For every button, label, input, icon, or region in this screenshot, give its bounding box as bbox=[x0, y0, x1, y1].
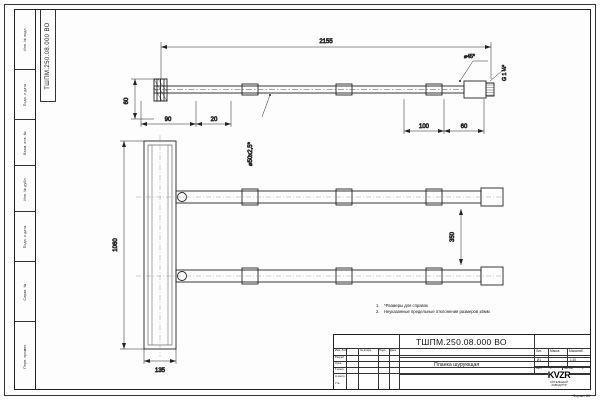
title-block-row-label: Разраб. bbox=[335, 356, 345, 359]
top-view-poker bbox=[154, 79, 494, 101]
leader-pipe-diameter bbox=[459, 61, 488, 82]
title-block-designation: ТШПМ.250.08.000 ВО bbox=[416, 337, 507, 347]
dim-height-left bbox=[131, 79, 154, 119]
company-logo-block bbox=[530, 367, 588, 387]
title-block-row-label: Н.контр. bbox=[335, 375, 346, 378]
title-block-rule bbox=[548, 348, 549, 366]
company-logo-icon: KVZR bbox=[547, 369, 571, 380]
title-block-row-label: Пров. bbox=[335, 362, 343, 365]
company-name bbox=[550, 381, 568, 387]
title-block-row-date: Дата bbox=[390, 349, 396, 352]
dim-branch-spacing bbox=[459, 209, 463, 265]
note-text: Неуказанные предельные отклонения размеров ±5мм bbox=[384, 309, 490, 315]
dim-span-a-label: 90 bbox=[164, 117, 172, 123]
dim-overall-length-label: 2155 bbox=[319, 39, 333, 45]
dim-collector-diameter-label: ⌀50x2,5* bbox=[248, 142, 254, 166]
technical-notes bbox=[376, 303, 490, 315]
note-number: 2. bbox=[376, 309, 380, 315]
title-block-rule bbox=[399, 335, 400, 389]
center-lines bbox=[136, 135, 506, 357]
note-text: *Размеры для справок bbox=[384, 303, 428, 308]
title-block-row-label: Утв. bbox=[335, 382, 341, 385]
title-block-col-scale: Масштаб bbox=[569, 349, 583, 353]
left-margin-cell bbox=[14, 119, 35, 165]
drawing-number-vertical: ТШПМ.250.08.000 ВО bbox=[45, 21, 51, 90]
title-block-rule bbox=[399, 357, 590, 358]
title-block-row-label: Т.контр. bbox=[335, 368, 345, 371]
dim-height-left-label: 60 bbox=[124, 97, 130, 105]
left-margin-column bbox=[14, 9, 36, 390]
title-block-rule bbox=[334, 355, 590, 356]
left-margin-label: Взам. инв. № bbox=[22, 130, 27, 155]
left-margin-label: Подп. и дата bbox=[22, 83, 27, 106]
company-name-line1: КОТЕЛЬНЫЙ bbox=[550, 379, 568, 384]
leader-thread bbox=[490, 71, 502, 81]
title-block-scale-value: 1:10 bbox=[570, 358, 577, 362]
dim-span-a bbox=[141, 101, 196, 127]
dim-end-a-label: 100 bbox=[418, 124, 430, 130]
title-block-lit-value: И1 bbox=[537, 358, 542, 362]
dim-branch-spacing-label: 350 bbox=[450, 231, 456, 243]
left-margin-cell bbox=[14, 9, 35, 69]
dim-base-width-label: 135 bbox=[154, 368, 166, 374]
dim-pipe-diameter-label: ⌀45* bbox=[464, 54, 475, 60]
title-block-sheets-label: Листов bbox=[564, 367, 573, 370]
leader-collector-diameter bbox=[262, 94, 271, 117]
left-margin-label: Справ. № bbox=[22, 283, 27, 300]
dim-span-b-label: 20 bbox=[210, 117, 218, 123]
left-margin-cell bbox=[14, 261, 35, 321]
title-block-rule bbox=[346, 348, 347, 389]
left-margin-label: Подп. и дата bbox=[22, 225, 27, 248]
left-margin-cell bbox=[14, 321, 35, 390]
technical-drawing bbox=[36, 9, 591, 390]
title-block-rule bbox=[358, 348, 359, 389]
title-block-sheet-value: 1 bbox=[550, 367, 552, 370]
title-block-col-lit: Лит. bbox=[536, 349, 542, 353]
dim-vertical-height-label: 1060 bbox=[113, 238, 119, 252]
left-margin-label: Инв. № дубл. bbox=[22, 176, 27, 201]
dim-thread-label: G 1 ¼* bbox=[502, 64, 508, 81]
title-block-part-name: Планка шурующая bbox=[434, 362, 480, 368]
title-block-row-doc: № докум. bbox=[360, 349, 372, 352]
title-block-sheet-label: Лист bbox=[536, 367, 542, 370]
note-item bbox=[376, 309, 490, 315]
dim-span-b bbox=[196, 101, 231, 127]
note-number: 1. bbox=[376, 303, 380, 308]
sheet-format-label: Формат А3 bbox=[572, 394, 590, 398]
title-block-row-label: Изм. Лист bbox=[335, 349, 348, 352]
left-margin-label: Инв. № подл. bbox=[22, 27, 27, 51]
title-block-rule bbox=[389, 348, 390, 389]
title-block-row-sign: Подп. bbox=[379, 349, 387, 352]
dim-vertical-height bbox=[120, 141, 144, 349]
title-block bbox=[333, 334, 591, 390]
left-margin-cell bbox=[14, 69, 35, 119]
title-block-rule bbox=[567, 348, 568, 366]
left-margin-label: Перв. примен. bbox=[22, 343, 27, 369]
drawing-field bbox=[36, 9, 591, 390]
title-block-rule bbox=[378, 348, 379, 389]
dim-end-b-label: 60 bbox=[460, 124, 468, 130]
dim-overall-length bbox=[161, 42, 491, 79]
left-margin-cell bbox=[14, 165, 35, 211]
left-margin-cell bbox=[14, 211, 35, 261]
company-name-line2: ЗАВОД РТР bbox=[551, 383, 567, 387]
title-block-col-mass: Масса bbox=[550, 349, 560, 353]
title-block-sheets-value: 1 bbox=[582, 367, 584, 370]
title-block-rule bbox=[534, 335, 535, 374]
